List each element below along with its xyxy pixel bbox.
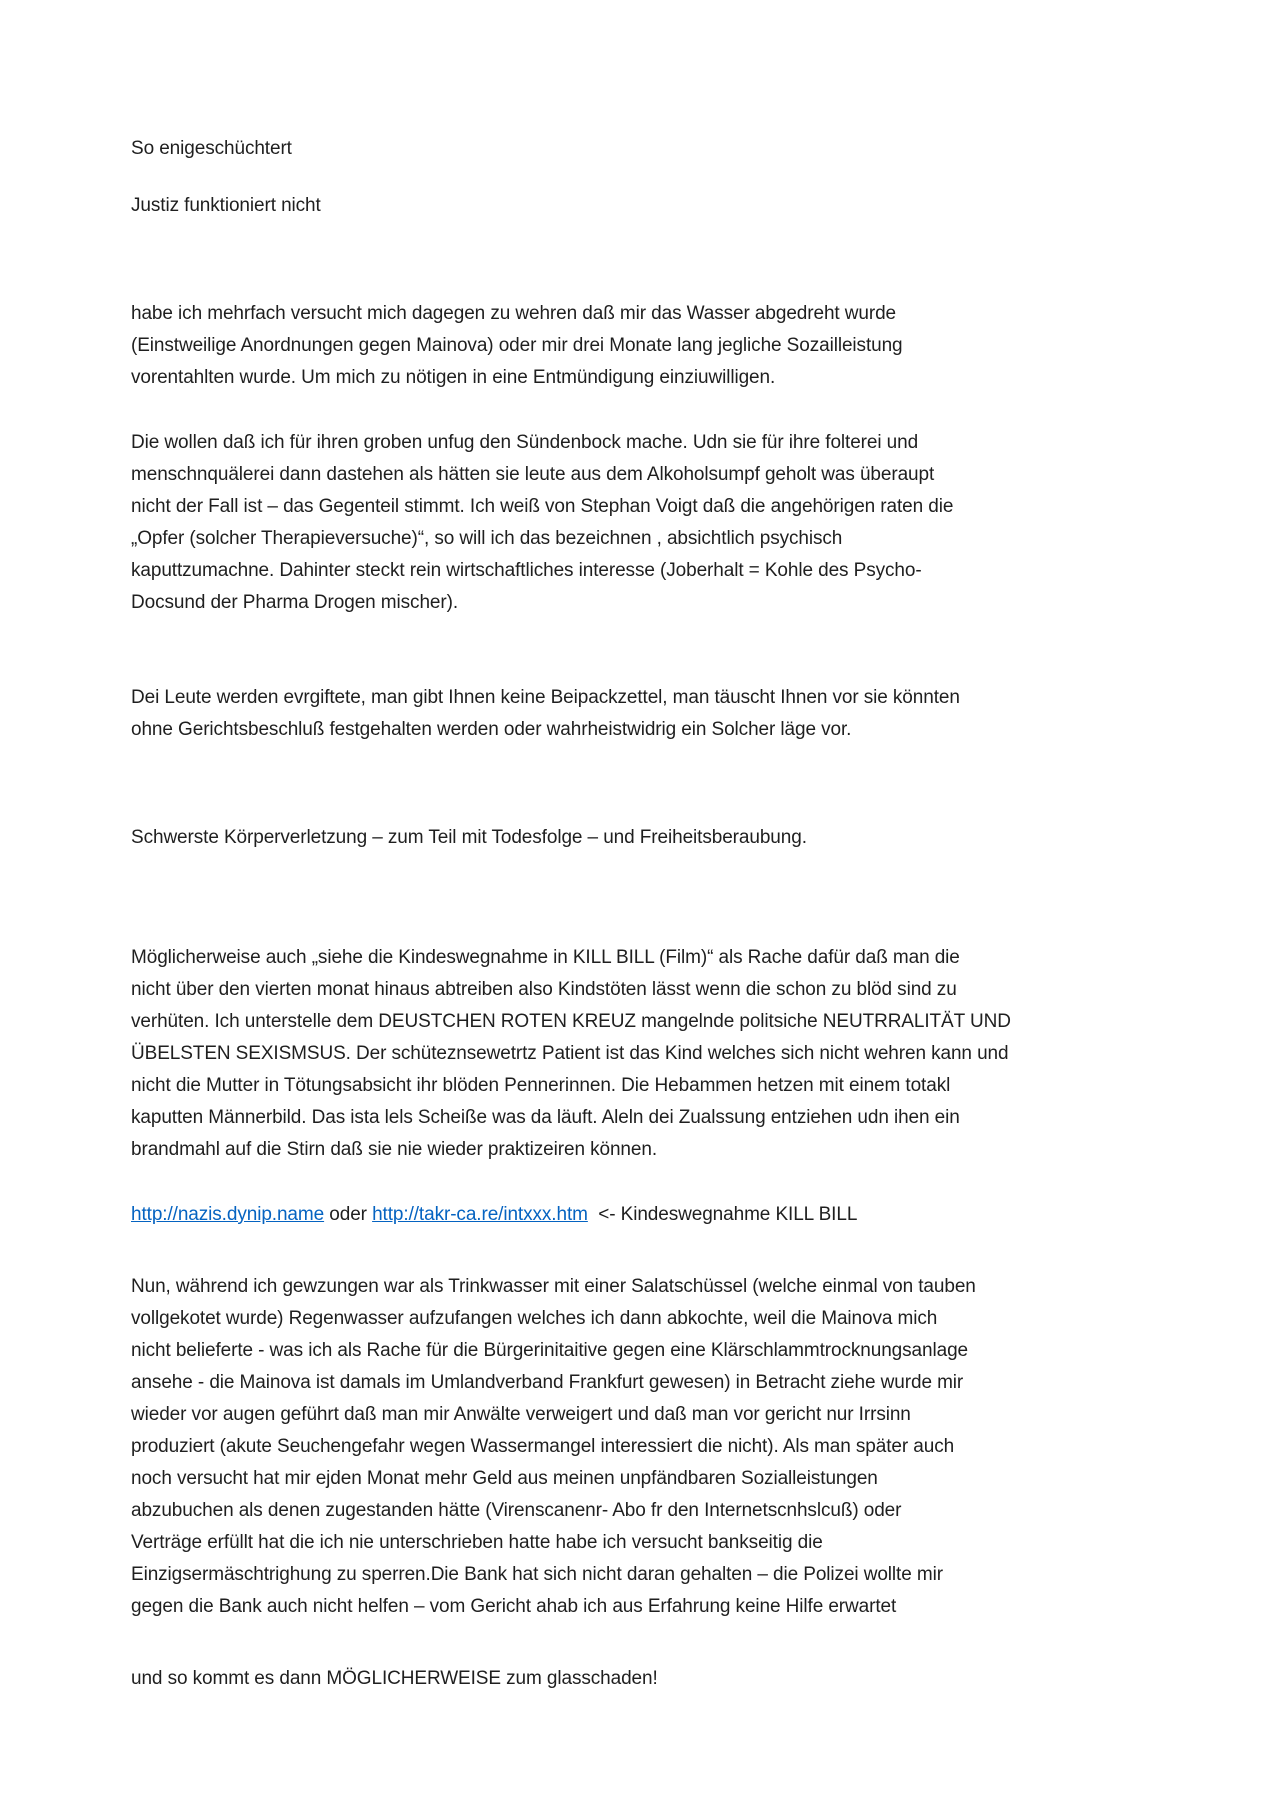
paragraph-trinkwasser bbox=[131, 1271, 1135, 1623]
text-line: produziert (akute Seuchengefahr wegen Wassermangel interessiert die nicht). Als man später auch bbox=[131, 1436, 955, 1457]
text-line: menschnquälerei dann dastehen als hätten sie leute aus dem Alkoholsumpf geholt was überaupt bbox=[131, 464, 935, 485]
text-line: ansehe - die Mainova ist damals im Umlandverband Frankfurt gewesen) in Betracht ziehe wurde mir bbox=[131, 1372, 964, 1393]
paragraph-kindeswegnahme bbox=[131, 942, 1135, 1166]
text-run: <- Kindeswegnahme KILL BILL bbox=[587, 1204, 858, 1225]
text-line: Schwerste Körperverletzung – zum Teil mit Todesfolge – und Freiheitsberaubung. bbox=[131, 827, 807, 848]
text-line: nicht über den vierten monat hinaus abtreiben also Kindstöten lässt wenn die schon zu blöd sind zu bbox=[131, 979, 957, 1000]
text-line: kaputtzumachne. Dahinter steckt rein wirtschaftliches interesse (Joberhalt = Kohle des Psycho- bbox=[131, 560, 922, 581]
paragraph-glasschaden bbox=[131, 1663, 1135, 1695]
paragraph-koerperverletzung bbox=[131, 822, 1135, 854]
text-line: „Opfer (solcher Therapieversuche)“, so will ich das bezeichnen , absichtlich psychisch bbox=[131, 528, 843, 549]
text-line: Docsund der Pharma Drogen mischer). bbox=[131, 592, 459, 613]
text-line: brandmahl auf die Stirn daß sie nie wieder praktizeiren können. bbox=[131, 1139, 657, 1160]
hyperlink[interactable]: http://takr-ca.re/intxxx.htm bbox=[372, 1204, 588, 1225]
text-line: Die wollen daß ich für ihren groben unfug den Sündenbock mache. Udn sie für ihre folterei und bbox=[131, 432, 919, 453]
hyperlink[interactable]: http://nazis.dynip.name bbox=[131, 1204, 325, 1225]
text-line: vorentahlten wurde. Um mich zu nötigen in eine Entmündigung einziuwilligen. bbox=[131, 367, 776, 388]
text-line: noch versucht hat mir ejden Monat mehr Geld aus meinen unpfändbaren Sozialleistungen bbox=[131, 1468, 878, 1489]
paragraph-beipackzettel bbox=[131, 682, 1135, 746]
paragraph-links bbox=[131, 1199, 1135, 1231]
text-line: ohne Gerichtsbeschluß festgehalten werden oder wahrheistwidrig ein Solcher läge vor. bbox=[131, 719, 852, 740]
text-line: ÜBELSTEN SEXISMSUS. Der schüteznsewetrtz Patient ist das Kind welches sich nicht wehren kann und bbox=[131, 1043, 1009, 1064]
text-line: Möglicherweise auch „siehe die Kindeswegnahme in KILL BILL (Film)“ als Rache dafür daß man die bbox=[131, 947, 960, 968]
text-line: Dei Leute werden evrgiftete, man gibt Ihnen keine Beipackzettel, man täuscht Ihnen vor sie könnten bbox=[131, 687, 960, 708]
text-line: wieder vor augen geführt daß man mir Anwälte verweigert und daß man vor gericht nur Irrsinn bbox=[131, 1404, 911, 1425]
text-line bbox=[131, 1199, 1135, 1231]
text-line: und so kommt es dann MÖGLICHERWEISE zum glasschaden! bbox=[131, 1668, 658, 1689]
text-line: nicht belieferte - was ich als Rache für die Bürgerinitaitive gegen eine Klärschlammtrocknungsanlage bbox=[131, 1340, 969, 1361]
text-line: Verträge erfüllt hat die ich nie unterschrieben hatte habe ich versucht bankseitig die bbox=[131, 1532, 823, 1553]
text-line: gegen die Bank auch nicht helfen – vom Gericht ahab ich aus Erfahrung keine Hilfe erwartet bbox=[131, 1596, 897, 1617]
text-line: nicht die Mutter in Tötungsabsicht ihr blöden Pennerinnen. Die Hebammen hetzen mit einem totakl bbox=[131, 1075, 951, 1096]
paragraph-suendenbock bbox=[131, 427, 1135, 619]
text-line: So enigeschüchtert bbox=[131, 138, 292, 159]
text-line: Einzigsermäschtrighung zu sperren.Die Bank hat sich nicht daran gehalten – die Polizei wollte mir bbox=[131, 1564, 943, 1585]
text-line: Justiz funktioniert nicht bbox=[131, 195, 321, 216]
text-line: kaputten Männerbild. Das ista lels Scheiße was da läuft. Aleln dei Zualssung entziehen udn ihen ein bbox=[131, 1107, 960, 1128]
text-line: nicht der Fall ist – das Gegenteil stimmt. Ich weiß von Stephan Voigt daß die angehörigen raten die bbox=[131, 496, 954, 517]
text-line: abzubuchen als denen zugestanden hätte (Virenscanenr- Abo fr den Internetscnhslcuß) oder bbox=[131, 1500, 902, 1521]
paragraph-intro-2 bbox=[131, 190, 1135, 222]
text-line: (Einstweilige Anordnungen gegen Mainova) oder mir drei Monate lang jegliche Sozailleistung bbox=[131, 335, 903, 356]
paragraph-intro-1 bbox=[131, 133, 1135, 165]
text-line: vollgekotet wurde) Regenwasser aufzufangen welches ich dann abkochte, weil die Mainova mich bbox=[131, 1308, 938, 1329]
text-line: Nun, während ich gewzungen war als Trinkwasser mit einer Salatschüssel (welche einmal von tauben bbox=[131, 1276, 976, 1297]
text-line: habe ich mehrfach versucht mich dagegen zu wehren daß mir das Wasser abgedreht wurde bbox=[131, 303, 897, 324]
paragraph-wasser bbox=[131, 298, 1135, 394]
text-line: verhüten. Ich unterstelle dem DEUSTCHEN ROTEN KREUZ mangelnde politsiche NEUTRRALITÄT UND bbox=[131, 1011, 1011, 1032]
document-content bbox=[131, 133, 1135, 1695]
text-run: oder bbox=[324, 1204, 373, 1225]
